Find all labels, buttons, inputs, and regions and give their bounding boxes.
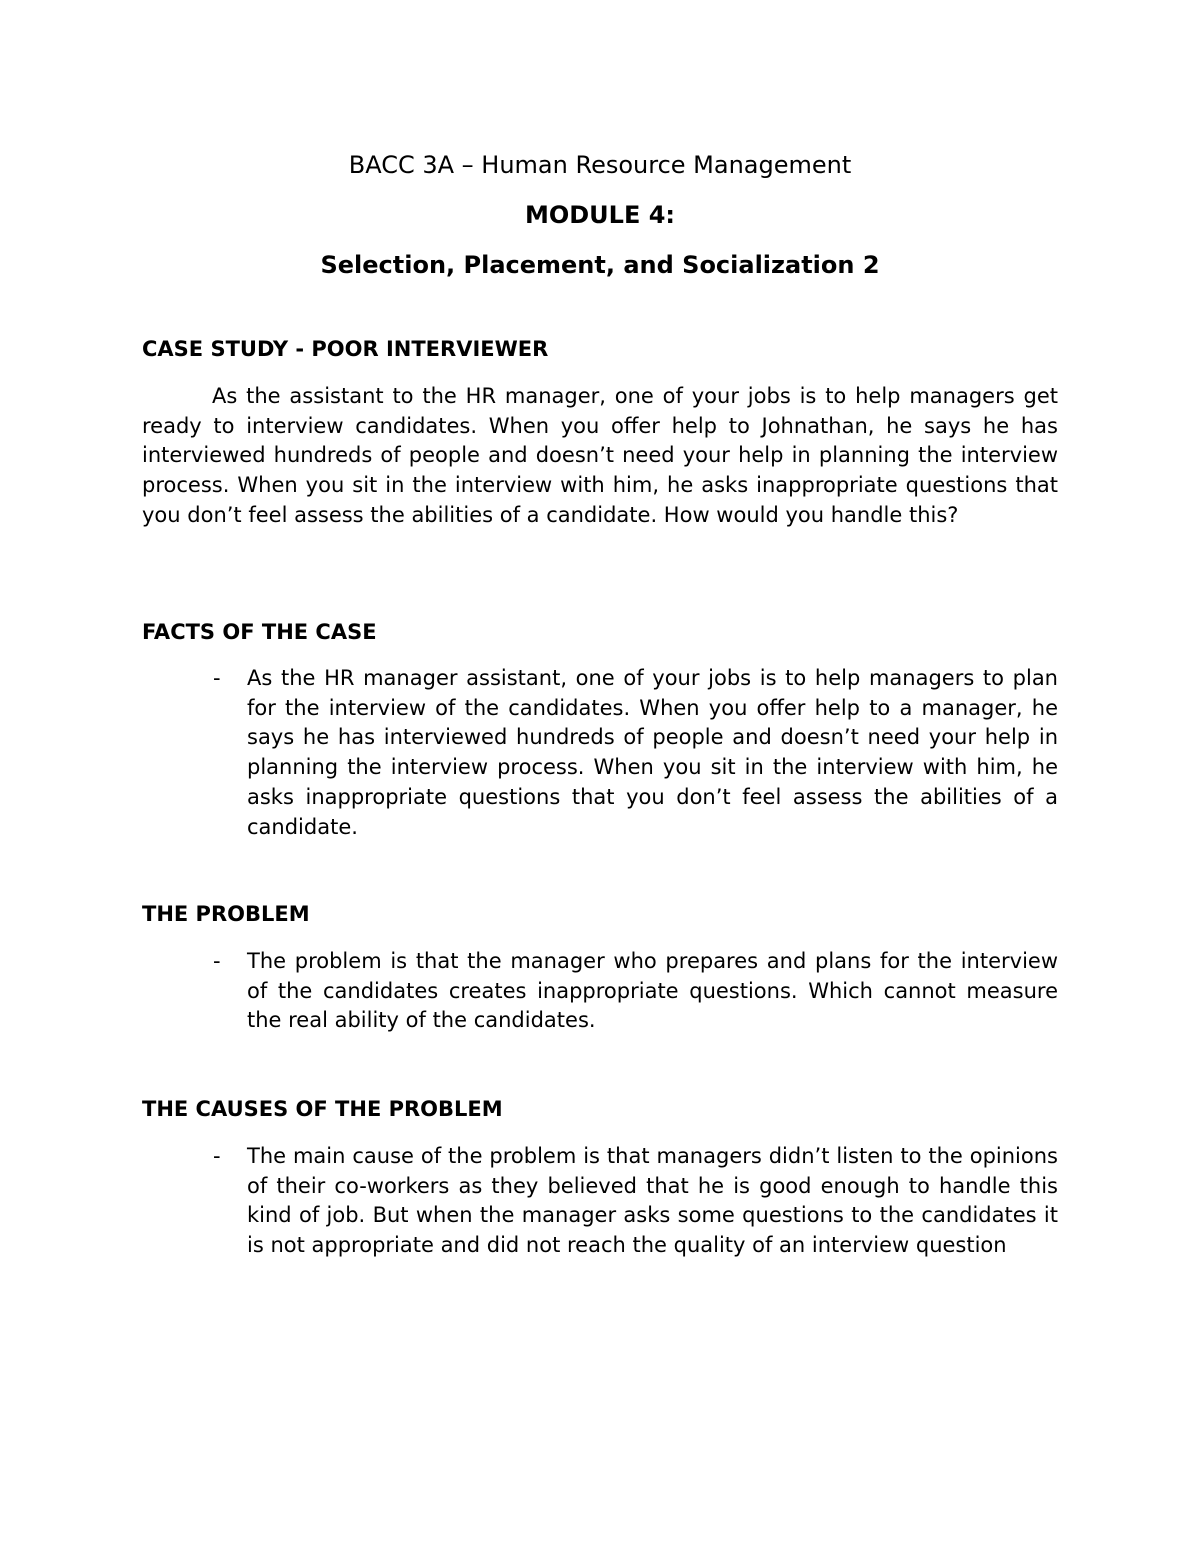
- facts-heading: FACTS OF THE CASE: [142, 620, 377, 644]
- causes-bullet: [213, 1142, 1058, 1261]
- module-title: MODULE 4:: [524, 201, 676, 229]
- course-title: BACC 3A – Human Resource Management: [348, 151, 852, 179]
- causes-heading: THE CAUSES OF THE PROBLEM: [142, 1097, 503, 1121]
- facts-bullet: [213, 664, 1058, 842]
- problem-bullet: [213, 947, 1058, 1036]
- problem-heading: THE PROBLEM: [142, 902, 310, 926]
- causes-text: The main cause of the problem is that managers didn’t listen to the opinions of their co-workers as they believed that he is good enough to handle this kind of job. But when the manager asks some questions to the candidates it is not appropriate and did not reach the quality of an interview question: [247, 1144, 1058, 1258]
- bullet-marker: -: [213, 666, 221, 690]
- case-study-heading: CASE STUDY - POOR INTERVIEWER: [142, 337, 549, 361]
- facts-text: As the HR manager assistant, one of your jobs is to help managers to plan for the interview of the candidates. When you offer help to a manager, he says he has interviewed hundreds of people and doesn’t need your help in planning the interview process. When you sit in the interview with him, he asks inappropriate questions that you don’t feel assess the abilities of a candidate.: [247, 666, 1058, 839]
- document-title: [0, 140, 1200, 290]
- module-subtitle: Selection, Placement, and Socialization 2: [320, 251, 880, 279]
- bullet-marker: -: [213, 1144, 221, 1168]
- bullet-marker: -: [213, 949, 221, 973]
- case-study-text: As the assistant to the HR manager, one of your jobs is to help managers get ready to interview candidates. When you offer help to Johnathan, he says he has interviewed hundreds of people and doesn’t need your help in planning the interview process. When you sit in the interview with him, he asks inappropriate questions that you don’t feel assess the abilities of a candidate. How would you handle this?: [142, 384, 1058, 527]
- problem-text: The problem is that the manager who prepares and plans for the interview of the candidates creates inappropriate questions. Which cannot measure the real ability of the candidates.: [247, 949, 1058, 1033]
